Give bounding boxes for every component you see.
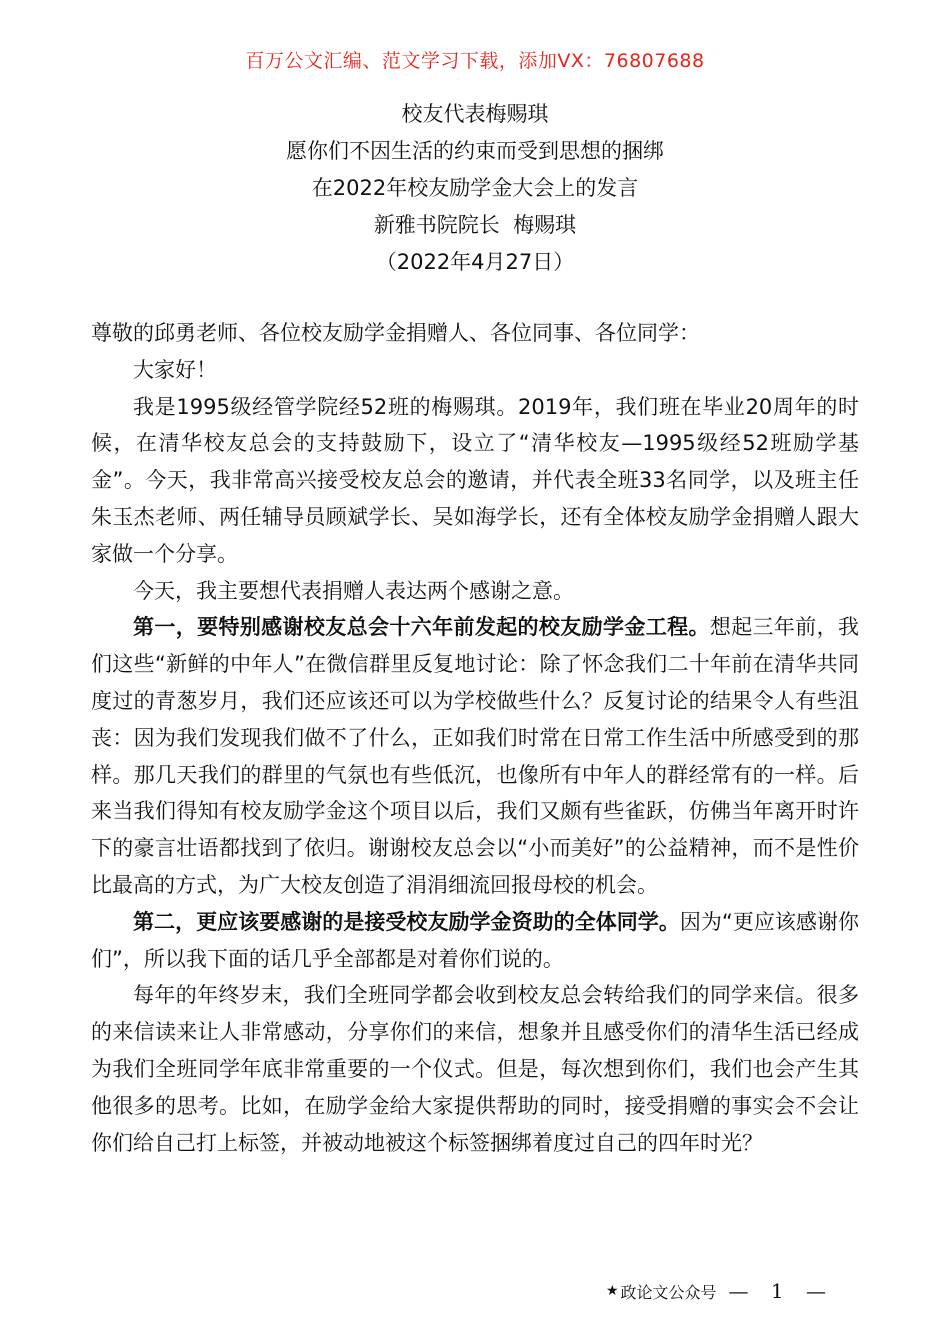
- document-body: [91, 315, 859, 1161]
- paragraph-4-heading: 第二，更应该要感谢的是接受校友励学金资助的全体同学。: [133, 909, 680, 934]
- page-footer: [606, 1279, 834, 1303]
- author-line: 新雅书院院长 梅赐琪: [373, 213, 577, 237]
- paragraph-2: 今天，我主要想代表捐赠人表达两个感谢之意。: [133, 578, 574, 603]
- paragraph-4: [91, 904, 859, 978]
- paragraph-4-text: 因为“更应该感谢你们”，所以我下面的话几乎全部都是对着你们说的。: [91, 909, 859, 971]
- header-speaker-line: 校友代表梅赐琪: [401, 102, 549, 126]
- page-number: — 1 —: [728, 1279, 834, 1303]
- paragraph-3-text: 想起三年前，我们这些“新鲜的中年人”在微信群里反复地讨论：除了怀念我们二十年前在清华共同度过的青葱岁月，我们还应该还可以为学校做些什么？反复讨论的结果令人有些沮丧：因为我们发现我们做不了什么，正如我们时常在日常工作生活中所感受到的那样。那几天我们的群里的气氛也有些低沉，也像所有中年人的群经常有的一样。后来当我们得知有校友励学金这个项目以后，我们又颇有些雀跃，仿佛当年离开时许下的豪言壮语都找到了依归。谢谢校友总会以“小而美好”的公益精神，而不是性价比最高的方式，为广大校友创造了涓涓细流回报母校的机会。: [91, 615, 860, 897]
- document-header: [0, 96, 950, 281]
- document-subtitle: 在2022年校友励学金大会上的发言: [311, 176, 639, 200]
- footer-source: 政论文公众号: [620, 1282, 717, 1302]
- star-icon: ★: [605, 1283, 619, 1299]
- paragraph-5: 每年的年终岁末，我们全班同学都会收到校友总会转给我们的同学来信。很多的来信读来让人非常感动，分享你们的来信，想象并且感受你们的清华生活已经成为我们全班同学年底非常重要的一个仪式。但是，每次想到你们，我们也会产生其他很多的思考。比如，在励学金给大家提供帮助的同时，接受捐赠的事实会不会让你们给自己打上标签，并被动地被这个标签捆绑着度过自己的四年时光？: [91, 983, 859, 1155]
- salutation: 尊敬的邱勇老师、各位校友励学金捐赠人、各位同事、各位同学：: [91, 321, 700, 345]
- paragraph-1: 我是1995级经管学院经52班的梅赐琪。2019年，我们班在毕业20周年的时候，在清华校友总会的支持鼓励下，设立了“清华校友—1995级经52班励学基金”。今天，我非常高兴接受校友总会的邀请，并代表全班33名同学，以及班主任朱玉杰老师、两任辅导员顾斌学长、吴如海学长，还有全体校友励学金捐赠人跟大家做一个分享。: [91, 394, 859, 566]
- promo-banner: 百万公文汇编、范文学习下载，添加VX：76807688: [245, 50, 705, 72]
- date-line: （2022年4月27日）: [375, 250, 575, 274]
- greeting: 大家好！: [133, 357, 217, 382]
- document-title: 愿你们不因生活的约束而受到思想的捆绑: [286, 139, 664, 163]
- paragraph-3: [91, 609, 859, 903]
- paragraph-3-heading: 第一，要特别感谢校友总会十六年前发起的校友励学金工程。: [133, 615, 710, 640]
